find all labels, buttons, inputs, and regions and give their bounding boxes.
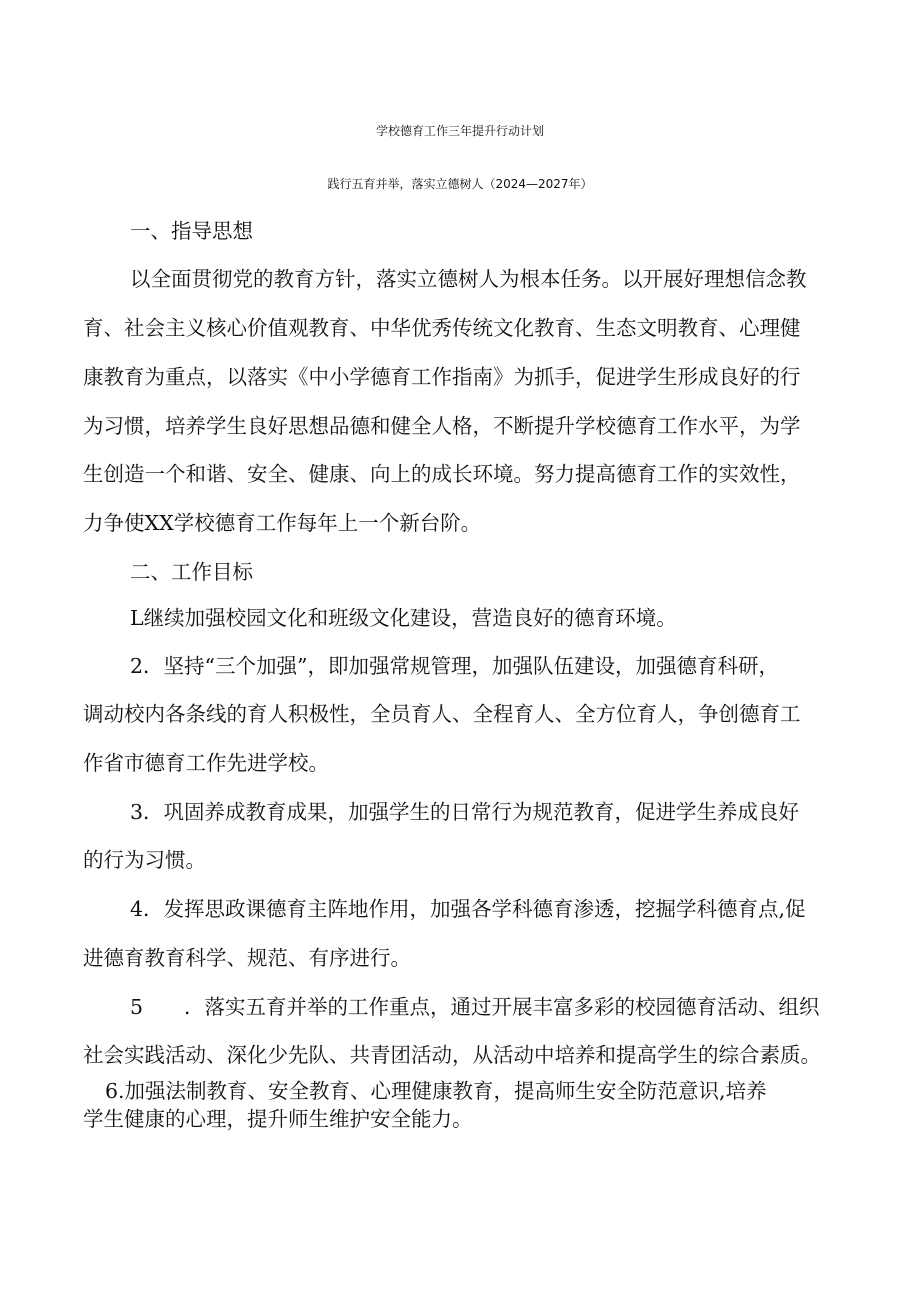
paragraph-line: 育、社会主义核心价值观教育、中华优秀传统文化教育、生态文明教育、心理健 <box>83 316 801 340</box>
section-heading-guiding-thought: 一、指导思想 <box>130 219 253 243</box>
list-item-6: 6.加强法制教育、安全教育、心理健康教育，提高师生安全防范意识,培养 <box>105 1079 767 1103</box>
list-item-5: 5 ．落实五育并举的工作重点，通过开展丰富多彩的校园德育活动、组织 <box>130 995 820 1019</box>
paragraph-line: 社会实践活动、深化少先队、共青团活动，从活动中培养和提高学生的综合素质。 <box>83 1043 821 1067</box>
list-item-3: 3．巩固养成教育成果，加强学生的日常行为规范教育，促进学生养成良好 <box>130 800 800 824</box>
paragraph-line: 学生健康的心理，提升师生维护安全能力。 <box>83 1107 473 1131</box>
list-item-4: 4．发挥思政课德育主阵地作用，加强各学科德育渗透，挖掘学科德育点,促 <box>130 897 806 921</box>
section-heading-work-goals: 二、工作目标 <box>130 560 253 584</box>
paragraph-line: 力争使XX学校德育工作每年上一个新台阶。 <box>83 511 482 535</box>
paragraph-line: 康教育为重点，以落实《中小学德育工作指南》为抓手，促进学生形成良好的行 <box>83 365 801 389</box>
paragraph-line: 作省市德育工作先进学校。 <box>83 751 329 775</box>
list-item-1: L继续加强校园文化和班级文化建设，营造良好的德育环境。 <box>130 606 677 630</box>
paragraph-line: 为习惯，培养学生良好思想品德和健全人格，不断提升学校德育工作水平，为学 <box>83 414 801 438</box>
paragraph-line: 调动校内各条线的育人积极性，全员育人、全程育人、全方位育人，争创德育工 <box>83 702 801 726</box>
paragraph-line: 的行为习惯。 <box>83 848 206 872</box>
paragraph-line: 以全面贯彻党的教育方针，落实立德树人为根本任务。以开展好理想信念教 <box>130 267 807 291</box>
document-title: 学校德育工作三年提升行动计划 <box>375 124 544 138</box>
list-item-2: 2．坚持“三个加强”，即加强常规管理，加强队伍建设，加强德育科研， <box>130 654 780 678</box>
document-subtitle: 践行五育并举，落实立德树人（2024—2027年） <box>327 177 593 191</box>
paragraph-line: 生创造一个和谐、安全、健康、向上的成长环境。努力提高德育工作的实效性， <box>83 462 801 486</box>
paragraph-line: 进德育教育科学、规范、有序进行。 <box>83 946 411 970</box>
